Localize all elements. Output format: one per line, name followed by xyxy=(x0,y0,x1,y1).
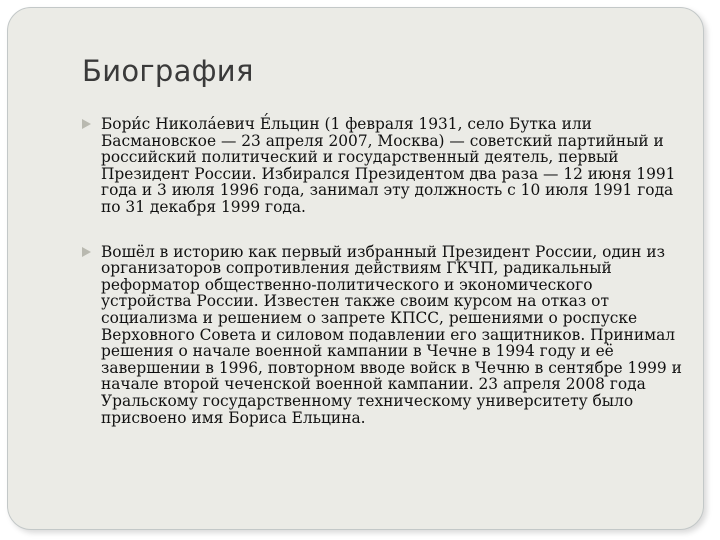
bullet-item-legacy xyxy=(82,244,682,427)
slide-title: Биография xyxy=(82,54,254,88)
bullet-item-birth-and-presidency xyxy=(82,116,682,216)
bullet-text: Бори́с Никола́евич Е́льцин (1 февраля 1931, село Бутка или Басмановское — 23 апреля 2007, Москва) — советский партийный и российский политический и государственный деятель, первый Президент России. Избирался Президентом два раза — 12 июня 1991 года и 3 июля 1996 года, занимал эту должность с 10 июля 1991 года по 31 декабря 1999 года. xyxy=(101,115,676,216)
triangle-bullet-icon xyxy=(82,119,91,129)
bullet-list xyxy=(82,116,682,426)
bullet-text: Вошёл в историю как первый избранный Президент России, один из организаторов сопротивления действиям ГКЧП, радикальный реформатор общественно-политического и экономического устройства России. Известен также своим курсом на отказ от социализма и решением о запрете КПСС, решениями о роспуске Верховного Совета и силовом подавлении его защитников. Принимал решения о начале военной кампании в Чечне в 1994 году и её завершении в 1996, повторном вводе войск в Чечню в сентябре 1999 и начале второй чеченской военной кампании. 23 апреля 2008 года Уральскому государственному техническому университету было присвоено имя Бориса Ельцина. xyxy=(101,242,682,427)
triangle-bullet-icon xyxy=(82,247,91,257)
